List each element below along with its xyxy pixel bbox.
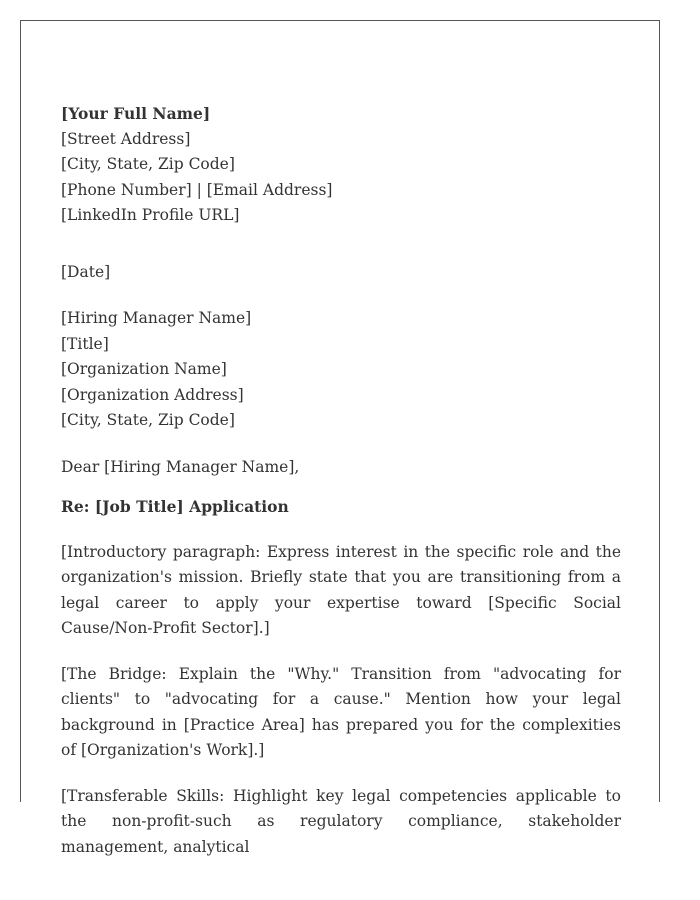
recipient-title: [Title] [61,334,109,353]
recipient-block [61,306,621,434]
sender-linkedin: [LinkedIn Profile URL] [61,206,240,224]
sender-city: [City, State, Zip Code] [61,155,235,173]
sender-name: [Your Full Name] [61,104,211,123]
sender-street: [Street Address] [61,129,191,148]
sender-contact: [Phone Number] | [Email Address] [61,180,333,199]
subject-line: Re: [Job Title] Application [61,497,289,516]
recipient-organization: [Organization Name] [61,360,227,378]
letter-date: [Date] [61,262,111,281]
paragraph-bridge: [The Bridge: Explain the "Why." Transition from "advocating for clients" to "advocating for a cause." Mention how your legal background in [Practice Area] has prepared you for the complexities of [Organization's Work].] [61,664,621,759]
paragraph-skills: [Transferable Skills: Highlight key legal competencies applicable to the non-profit-such as regulatory compliance, stakeholder management, analytical [61,786,621,856]
salutation: Dear [Hiring Manager Name], [61,457,300,476]
letter-page [20,20,660,856]
recipient-manager: [Hiring Manager Name] [61,309,252,327]
letter-body [61,101,621,860]
sender-block [61,101,621,229]
recipient-address: [Organization Address] [61,385,244,404]
paragraph-intro: [Introductory paragraph: Express interest in the specific role and the organization's mission. Briefly state that you are transitioning from a legal career to apply your expertise toward [Specific Social Cause/Non-Profit Sector].] [61,542,621,637]
recipient-city: [City, State, Zip Code] [61,411,235,429]
